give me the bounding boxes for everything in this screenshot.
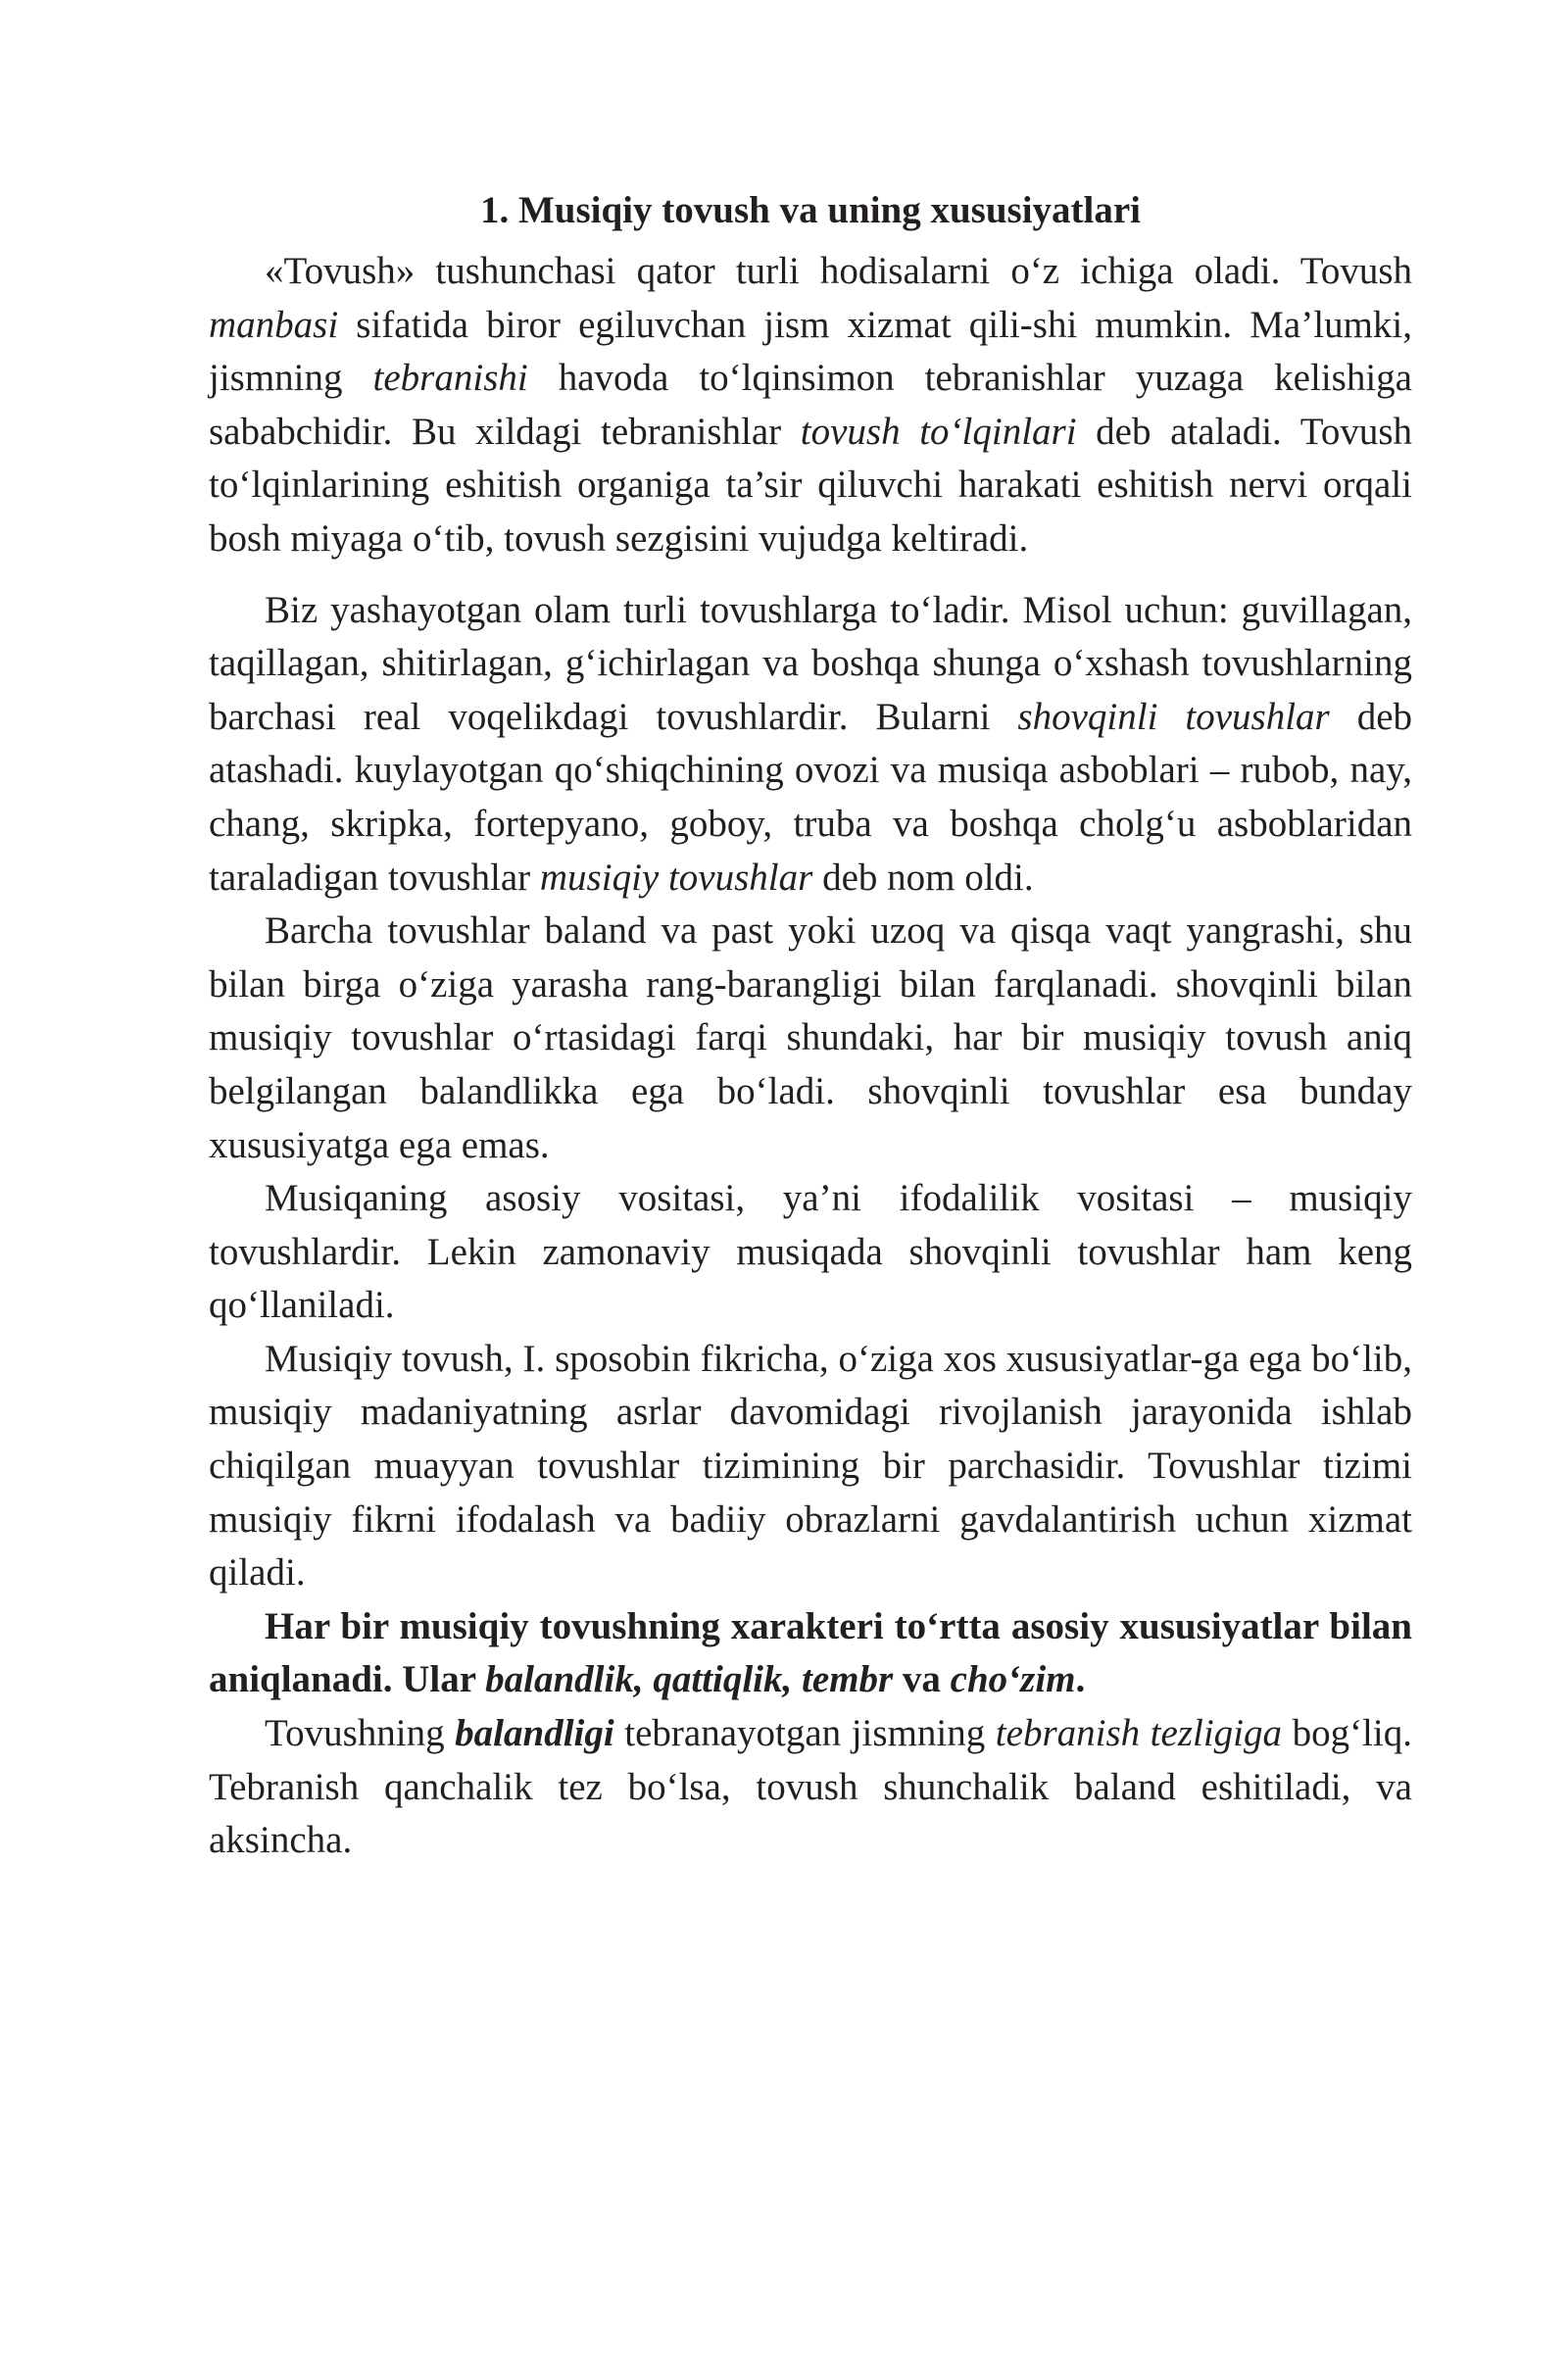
- text-segment: balandligi: [455, 1712, 614, 1755]
- text-segment: shovqinli tovushlar: [1017, 695, 1330, 738]
- text-segment: tebranishi: [372, 357, 528, 400]
- text-segment: tovush to‘lqinlari: [800, 410, 1077, 453]
- text-segment: tebranish tezligiga: [995, 1712, 1283, 1755]
- paragraph-6: [209, 1600, 1412, 1707]
- text-segment: Tovushning: [265, 1712, 456, 1755]
- page-body: [209, 184, 1412, 1868]
- paragraph-4: [209, 1172, 1412, 1333]
- text-segment: musiqiy tovushlar: [539, 856, 813, 899]
- text-segment: tebranayotgan jismning: [613, 1712, 996, 1755]
- text-segment: «Tovush» tushunchasi qator turli hodisalarni o‘z ichiga oladi. Tovush: [265, 250, 1412, 292]
- text-segment: Har bir musiqiy tovushning xarakteri to‘rtta asosiy xususiyatlar bilan aniqlanadi. Ular: [209, 1604, 1412, 1701]
- paragraph-2: [209, 584, 1412, 906]
- text-segment: Barcha tovushlar baland va past yoki uzoq va qisqa vaqt yangrashi, shu bilan birga o‘ziga yarasha rang-barangligi bilan farqlanadi. shovqinli bilan musiqiy tovushlar o‘rtasidagi farqi shundaki, har bir musiqiy tovush aniq belgilangan balandlikka ega bo‘ladi. shovqinli tovushlar esa bunday xususiyatga ega emas.: [209, 909, 1412, 1166]
- paragraph-1: [209, 245, 1412, 566]
- text-segment: balandlik, qattiqlik, tembr: [485, 1658, 894, 1701]
- section-title: 1. Musiqiy tovush va uning xususiyatlari: [479, 189, 1142, 231]
- text-segment: havoda to‘lqinsimon tebranishlar yuzaga kelishiga sababchidir. Bu xildagi tebranishlar: [209, 357, 1412, 453]
- text-segment: sifatida biror egiluvchan jism xizmat qili-shi mumkin. Ma’lumki, jismning: [209, 303, 1412, 400]
- text-segment: Biz yashayotgan olam turli tovushlarga to‘ladir. Misol uchun: guvillagan, taqillagan, shitirlagan, g‘ichirlagan va boshqa shunga o‘xshash tovushlarning barchasi real voqelikdagi tovushlardir. Bularni: [209, 588, 1412, 738]
- text-segment: Musiqaning asosiy vositasi, ya’ni ifodalilik vositasi – musiqiy tovushlardir. Lekin zamonaviy musiqada shovqinli tovushlar ham keng qo‘llaniladi.: [209, 1177, 1412, 1327]
- text-segment: deb nom oldi.: [812, 856, 1034, 899]
- text-segment: deb ataladi. Tovush to‘lqinlarining eshitish organiga ta’sir qiluvchi harakati eshitish nervi orqali bosh miyaga o‘tib, tovush sezgisini vujudga keltiradi.: [209, 410, 1412, 560]
- text-segment: manbasi: [209, 303, 339, 346]
- text-segment: bog‘liq. Tebranish qanchalik tez bo‘lsa, tovush shunchalik baland eshitiladi, va aksincha.: [209, 1712, 1412, 1862]
- text-segment: .: [1075, 1658, 1086, 1701]
- text-segment: deb atashadi. kuylayotgan qo‘shiqchining ovozi va musiqa asboblari – rubob, nay, chang, skripka, fortepyano, goboy, truba va boshqa cholg‘u asboblaridan taraladigan tovushlar: [209, 695, 1412, 899]
- text-segment: cho‘zim: [950, 1658, 1076, 1701]
- paragraph-3: [209, 905, 1412, 1172]
- paragraph-7: [209, 1707, 1412, 1868]
- paragraph-5: [209, 1333, 1412, 1600]
- text-segment: va: [893, 1658, 951, 1701]
- text-segment: Musiqiy tovush, I. sposobin fikricha, o‘ziga xos xususiyatlar-ga ega bo‘lib, musiqiy madaniyatning asrlar davomidagi rivojlanish jarayonida ishlab chiqilgan muayyan tovushlar tizimining bir parchasidir. Tovushlar tizimi musiqiy fikrni ifodalash va badiiy obrazlarni gavdalantirish uchun xizmat qiladi.: [209, 1337, 1412, 1595]
